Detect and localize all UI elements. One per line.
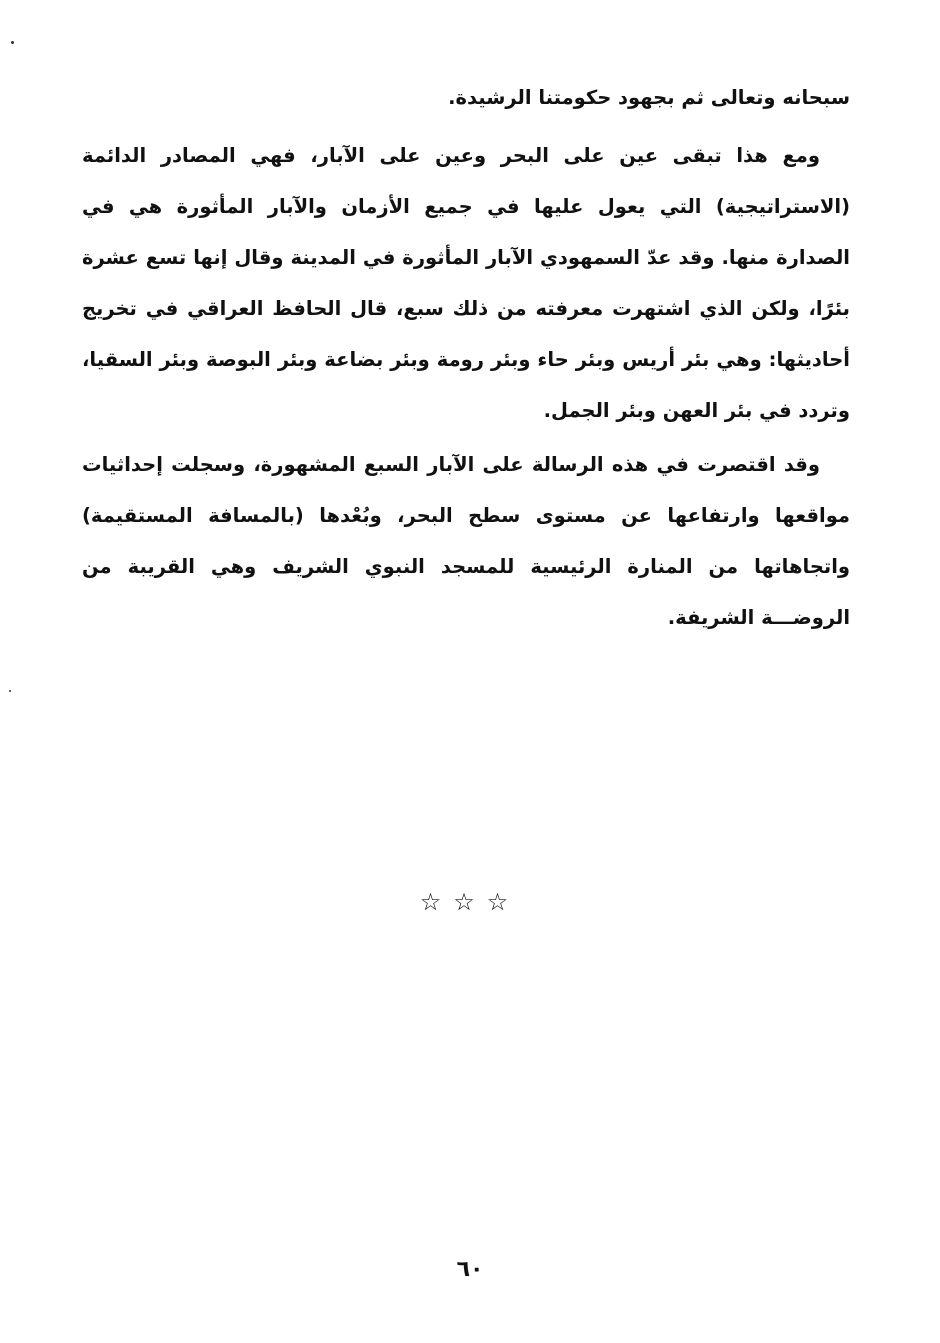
- paragraph-text: وقد اقتصرت في هذه الرسالة على الآبار السبع المشهورة، وسجلت إحداثيات مواقعها وارتفاعها عن مستوى سطح البحر، وبُعْدها (بالمسافة المستقيمة) واتجاهاتها من المنارة الرئيسية للمسجد النبوي الشريف وهي القريبة من الروضـــة الشريفة.: [82, 453, 850, 629]
- paragraph-continuation: [82, 72, 850, 123]
- paragraph-wells-intro: [82, 130, 850, 436]
- paragraph-text: سبحانه وتعالى ثم بجهود حكومتنا الرشيدة.: [448, 86, 850, 109]
- section-separator-stars: ☆☆☆: [419, 888, 521, 916]
- scan-speck: [11, 41, 14, 44]
- paragraph-text: ومع هذا تبقى عين على البحر وعين على الآبار، فهي المصادر الدائمة (الاستراتيجية) التي يعول عليها في جميع الأزمان والآبار المأثورة هي في الصدارة منها. وقد عدّ السمهودي الآبار المأثورة في المدينة وقال إنها تسع عشرة بئرًا، ولكن الذي اشتهرت معرفته من ذلك سبع، قال الحافظ العراقي في تخريج أحاديثها: وهي بئر أريس وبئر حاء وبئر رومة وبئر بضاعة وبئر البوصة وبئر السقيا، وتردد في بئر العهن وبئر الجمل.: [82, 144, 850, 422]
- paragraph-scope: [82, 439, 850, 643]
- page-number: ٦٠: [456, 1257, 484, 1282]
- scan-speck: [9, 690, 11, 692]
